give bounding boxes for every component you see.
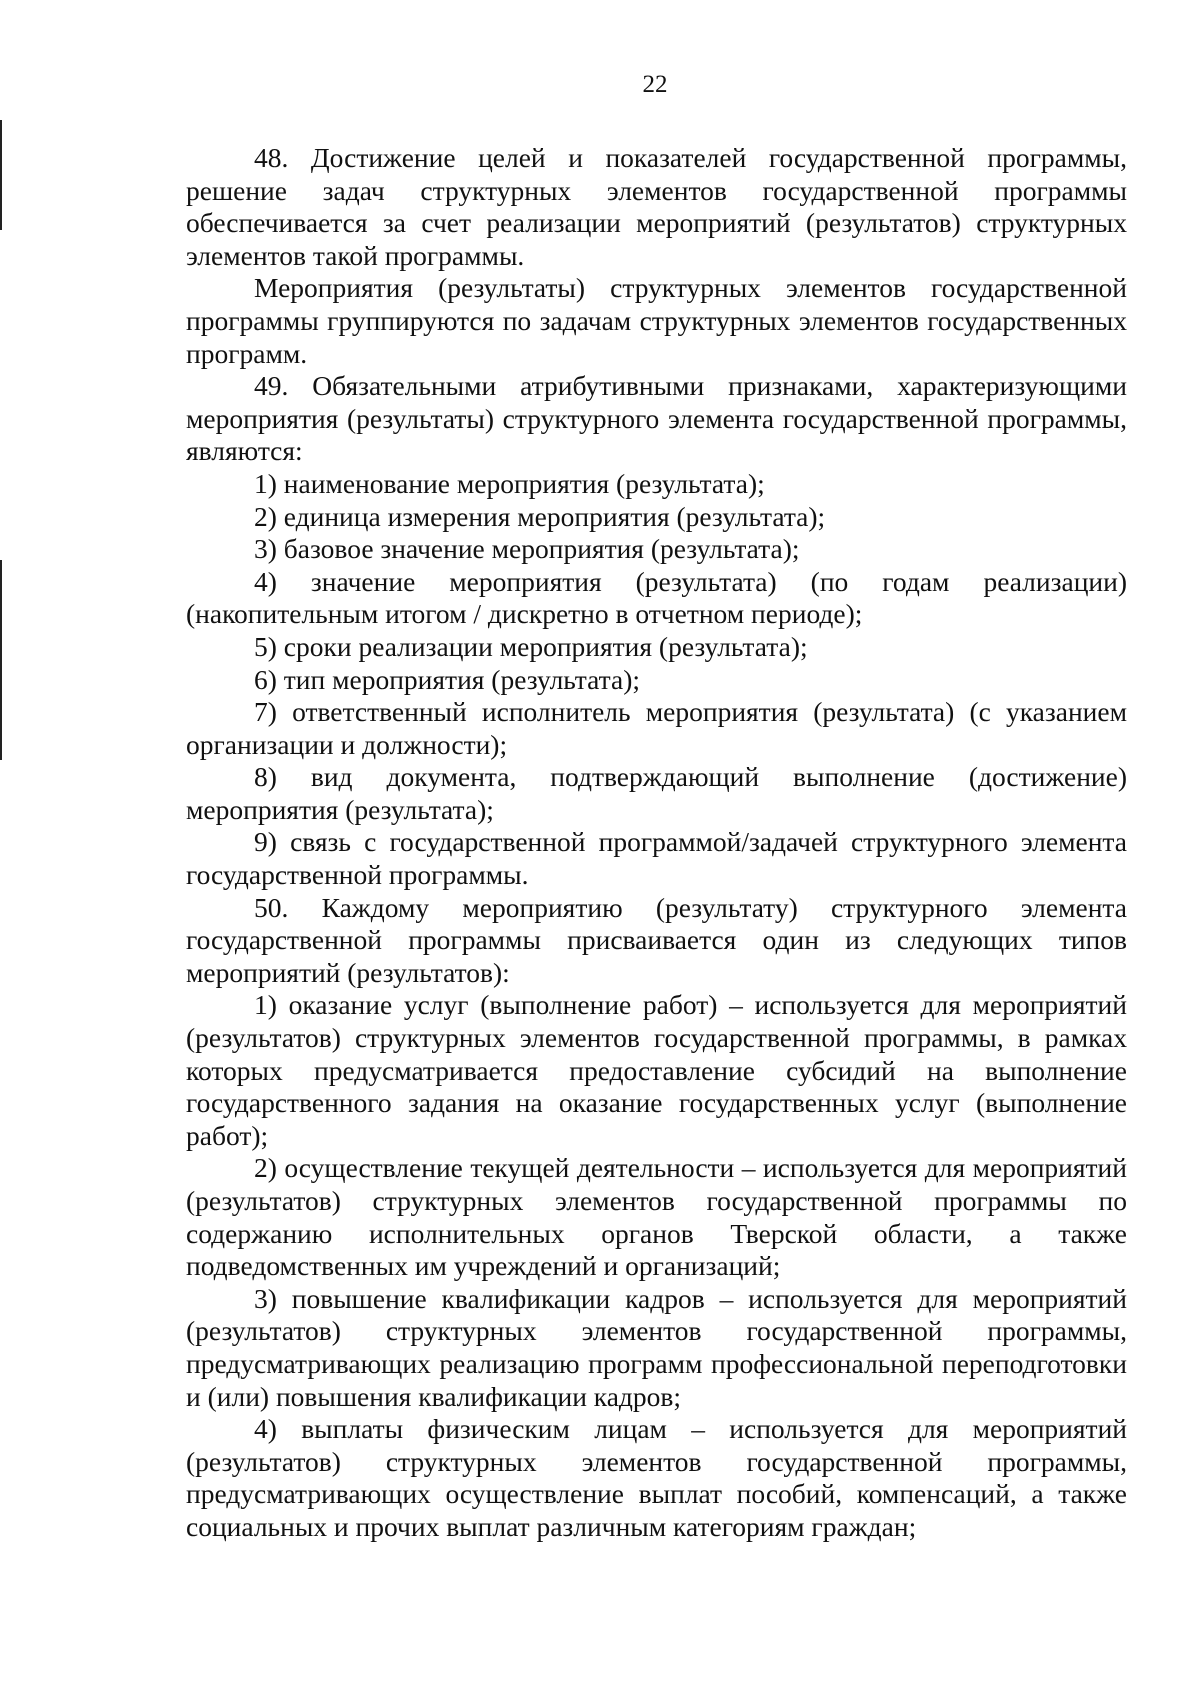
- list-item: 8) вид документа, подтверждающий выполнение (достижение) мероприятия (результата);: [186, 761, 1127, 825]
- page-number: 22: [642, 71, 668, 98]
- list-item: 7) ответственный исполнитель мероприятия (результата) (с указанием организации и должности);: [186, 696, 1127, 760]
- paragraph: 49. Обязательными атрибутивными признаками, характеризующими мероприятия (результаты) структурного элемента государственной программы, являются:: [186, 370, 1127, 467]
- list-item: 9) связь с государственной программой/задачей структурного элемента государственной программы.: [186, 826, 1127, 891]
- list-item: 5) сроки реализации мероприятия (результата);: [254, 630, 808, 662]
- list-item: 6) тип мероприятия (результата);: [254, 663, 641, 695]
- list-item: 2) единица измерения мероприятия (результата);: [254, 500, 826, 532]
- list-item: 2) осуществление текущей деятельности – используется для мероприятий (результатов) структурных элементов государственной программы по содержанию исполнительных органов Тверской области, а также подведомственных им учреждений и организаций;: [186, 1152, 1127, 1282]
- list-item: 4) выплаты физическим лицам – используется для мероприятий (результатов) структурных элементов государственной программы, предусматривающих осуществление выплат пособий, компенсаций, а также социальных и прочих выплат различным категориям граждан;: [186, 1413, 1127, 1542]
- document-body: [186, 142, 1127, 1544]
- list-item: 4) значение мероприятия (результата) (по годам реализации) (накопительным итогом / дискретно в отчетном периоде);: [186, 565, 1127, 630]
- paragraph: 48. Достижение целей и показателей государственной программы, решение задач структурных элементов государственной программы обеспечивается за счет реализации мероприятий (результатов) структурных элементов такой программы.: [186, 142, 1127, 271]
- list-item: 3) повышение квалификации кадров – используется для мероприятий (результатов) структурных элементов государственной программы, предусматривающих реализацию программ профессиональной переподготовки и (или) повышения квалификации кадров;: [186, 1282, 1127, 1412]
- paragraph: Мероприятия (результаты) структурных элементов государственной программы группируются по задачам структурных элементов государственных программ.: [186, 272, 1127, 369]
- list-item: 1) оказание услуг (выполнение работ) – используется для мероприятий (результатов) структурных элементов государственной программы, в рамках которых предусматривается предоставление субсидий на выполнение государственного задания на оказание государственных услуг (выполнение работ);: [186, 989, 1127, 1151]
- scan-edge-mark: [0, 120, 2, 230]
- scan-edge-mark: [0, 560, 2, 760]
- paragraph: 50. Каждому мероприятию (результату) структурного элемента государственной программы присваивается один из следующих типов мероприятий (результатов):: [186, 891, 1127, 988]
- list-item: 3) базовое значение мероприятия (результата);: [254, 533, 800, 565]
- list-item: 1) наименование мероприятия (результата);: [254, 467, 765, 499]
